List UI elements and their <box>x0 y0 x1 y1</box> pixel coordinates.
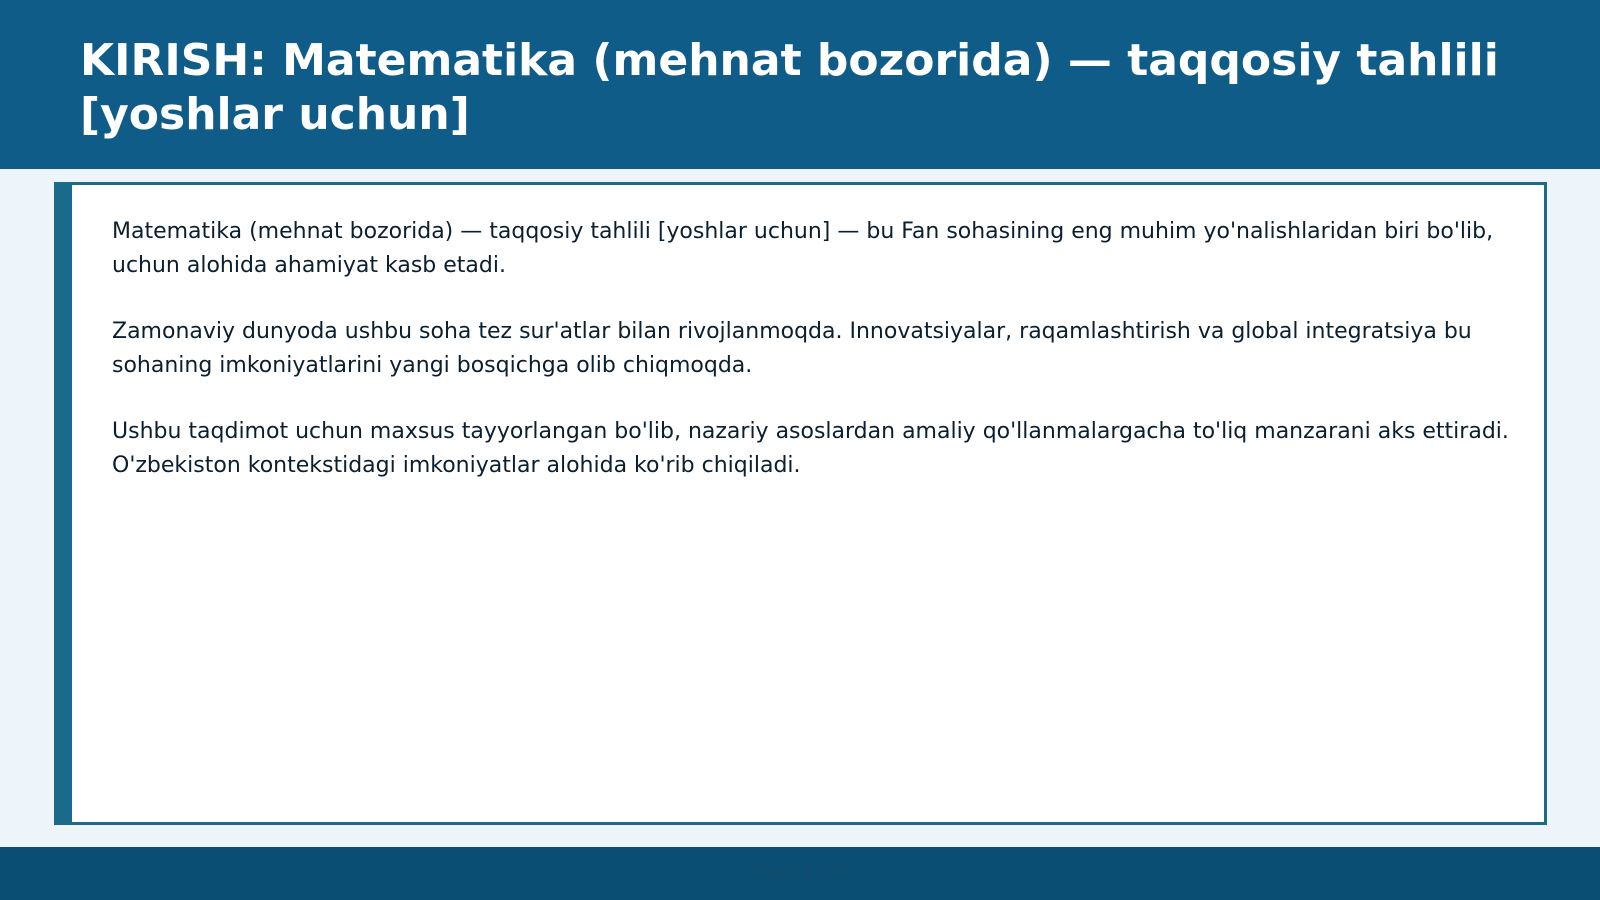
intro-paragraph: Matematika (mehnat bozorida) — taqqosiy tahlili [yoshlar uchun] — bu Fan sohasining eng muhim yo'nalishlaridan biri bo'lib, uchun alohida ahamiyat kasb etadi. <box>112 219 1494 278</box>
slide-header <box>0 0 1600 169</box>
slide-footer <box>0 847 1600 900</box>
content-body <box>112 215 1512 515</box>
slide-number: Slayd 2 / 20 <box>752 861 848 880</box>
presentation-purpose-paragraph: Ushbu taqdimot uchun maxsus tayyorlangan bo'lib, nazariy asoslardan amaliy qo'llanmalargacha to'liq manzarani aks ettiradi. O'zbekiston kontekstidagi imkoniyatlar alohida ko'rib chiqiladi. <box>112 419 1509 478</box>
development-paragraph: Zamonaviy dunyoda ushbu soha tez sur'atlar bilan rivojlanmoqda. Innovatsiyalar, raqamlashtirish va global integratsiya bu sohaning imkoniyatlarini yangi bosqichga olib chiqmoqda. <box>112 319 1472 378</box>
slide-title: KIRISH: Matematika (mehnat bozorida) — taqqosiy tahlili [yoshlar uchun] <box>80 35 1499 140</box>
content-card <box>54 182 1547 825</box>
